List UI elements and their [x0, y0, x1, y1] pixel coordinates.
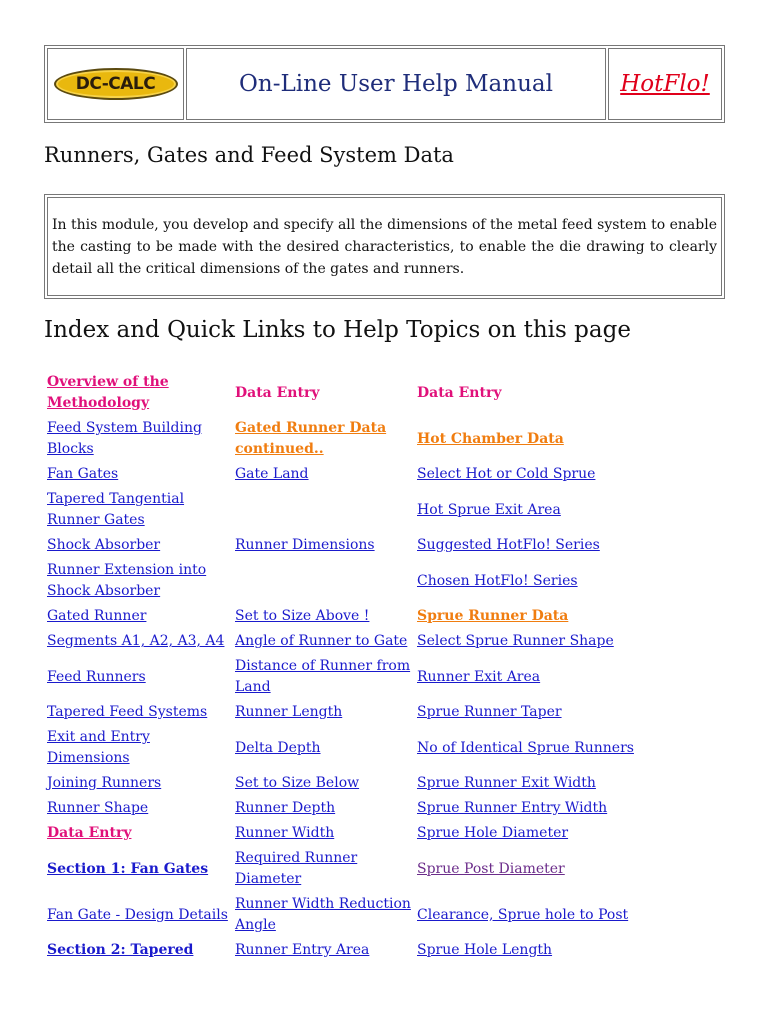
link-gate-land[interactable]: Gate Land — [235, 466, 309, 482]
link-angle-runner-gate[interactable]: Angle of Runner to Gate — [235, 633, 408, 649]
link-hot-chamber-data[interactable]: Hot Chamber Data — [417, 430, 564, 447]
link-sprue-exit-width[interactable]: Sprue Runner Exit Width — [417, 775, 596, 791]
table-row — [44, 892, 650, 938]
link-sprue-entry-width[interactable]: Sprue Runner Entry Width — [417, 800, 608, 816]
link-exit-entry-dimensions[interactable]: Exit and Entry Dimensions — [47, 729, 150, 766]
link-delta-depth[interactable]: Delta Depth — [235, 739, 321, 756]
link-joining-runners[interactable]: Joining Runners — [47, 775, 162, 791]
intro-text: In this module, you develop and specify all the dimensions of the metal feed system to enable the casting to be made with the desired characteristics, to enable the die drawing to clearly detail all the critical dimensions of the gates and runners. — [52, 217, 717, 277]
table-row — [44, 370, 650, 416]
link-required-runner-diameter[interactable]: Required Runner Diameter — [235, 850, 358, 887]
title-cell — [186, 48, 606, 120]
link-set-size-above[interactable]: Set to Size Above ! — [235, 608, 370, 624]
link-sprue-runner-data[interactable]: Sprue Runner Data — [417, 608, 569, 624]
link-fan-gate-design[interactable]: Fan Gate - Design Details — [47, 906, 228, 923]
link-runner-extension[interactable]: Runner Extension into Shock Absorber — [47, 562, 207, 599]
link-sprue-post-diameter[interactable]: Sprue Post Diameter — [417, 860, 565, 877]
table-row — [44, 700, 650, 725]
table-row — [44, 846, 650, 892]
logo-cell — [47, 48, 184, 120]
link-distance-runner-land[interactable]: Distance of Runner from Land — [235, 658, 411, 695]
logo-text: DC-CALC — [75, 74, 156, 94]
table-row — [44, 938, 650, 963]
link-segments[interactable]: Segments A1, A2, A3, A4 — [47, 633, 225, 649]
table-row — [44, 416, 650, 462]
link-runner-dimensions[interactable]: Runner Dimensions — [235, 537, 375, 553]
link-gated-runner[interactable]: Gated Runner — [47, 608, 147, 624]
link-runner-depth[interactable]: Runner Depth — [235, 800, 336, 816]
link-sprue-runner-taper[interactable]: Sprue Runner Taper — [417, 704, 562, 720]
table-row — [44, 654, 650, 700]
link-chosen-series[interactable]: Chosen HotFlo! Series — [417, 572, 578, 589]
page-heading: Runners, Gates and Feed System Data — [44, 143, 454, 167]
index-heading: Index and Quick Links to Help Topics on this page — [44, 317, 631, 343]
link-data-entry[interactable]: Data Entry — [47, 825, 132, 841]
link-shock-absorber[interactable]: Shock Absorber — [47, 537, 161, 553]
table-row — [44, 558, 650, 604]
manual-title: On-Line User Help Manual — [239, 71, 553, 97]
link-sprue-hole-length[interactable]: Sprue Hole Length — [417, 942, 553, 958]
intro-inner — [47, 197, 722, 296]
intro-box — [44, 194, 725, 299]
table-row — [44, 821, 650, 846]
link-clearance-sprue-post[interactable]: Clearance, Sprue hole to Post — [417, 906, 629, 923]
table-row — [44, 629, 650, 654]
link-runner-entry-area[interactable]: Runner Entry Area — [235, 942, 370, 958]
link-overview[interactable]: Overview of the Methodology — [47, 374, 169, 411]
link-tapered-feed[interactable]: Tapered Feed Systems — [47, 704, 208, 720]
link-runner-exit-area[interactable]: Runner Exit Area — [417, 668, 541, 685]
link-runner-width-reduction[interactable]: Runner Width Reduction Angle — [235, 896, 411, 933]
table-row — [44, 533, 650, 558]
dc-calc-logo[interactable] — [54, 68, 178, 100]
link-runner-width[interactable]: Runner Width — [235, 825, 335, 841]
link-tapered-tangential[interactable]: Tapered Tangential Runner Gates — [47, 491, 185, 528]
link-fan-gates[interactable]: Fan Gates — [47, 466, 119, 482]
link-building-blocks[interactable]: Feed System Building Blocks — [47, 420, 202, 457]
link-hot-sprue-exit-area[interactable]: Hot Sprue Exit Area — [417, 501, 561, 518]
brand-cell — [608, 48, 722, 120]
link-feed-runners[interactable]: Feed Runners — [47, 668, 146, 685]
label-data-entry: Data Entry — [235, 384, 320, 401]
table-row — [44, 462, 650, 487]
link-section-fan-gates[interactable]: Section 1: Fan Gates — [47, 860, 209, 877]
header-table — [44, 45, 725, 123]
link-sprue-hole-diameter[interactable]: Sprue Hole Diameter — [417, 825, 569, 841]
link-section-tapered[interactable]: Section 2: Tapered — [47, 942, 194, 958]
table-row — [44, 725, 650, 771]
link-identical-sprue-runners[interactable]: No of Identical Sprue Runners — [417, 739, 634, 756]
link-gated-runner-data-continued[interactable]: Gated Runner Data continued.. — [235, 420, 387, 457]
link-suggested-series[interactable]: Suggested HotFlo! Series — [417, 537, 600, 553]
link-set-size-below[interactable]: Set to Size Below — [235, 775, 360, 791]
link-select-hot-cold-sprue[interactable]: Select Hot or Cold Sprue — [417, 466, 596, 482]
link-sprue-runner-shape[interactable]: Select Sprue Runner Shape — [417, 633, 614, 649]
table-row — [44, 604, 650, 629]
table-row — [44, 771, 650, 796]
label-data-entry: Data Entry — [417, 384, 502, 401]
index-table — [44, 370, 650, 963]
table-row — [44, 487, 650, 533]
link-runner-length[interactable]: Runner Length — [235, 704, 343, 720]
table-row — [44, 796, 650, 821]
hotflo-brand-link[interactable]: HotFlo! — [620, 71, 710, 97]
link-runner-shape[interactable]: Runner Shape — [47, 800, 149, 816]
